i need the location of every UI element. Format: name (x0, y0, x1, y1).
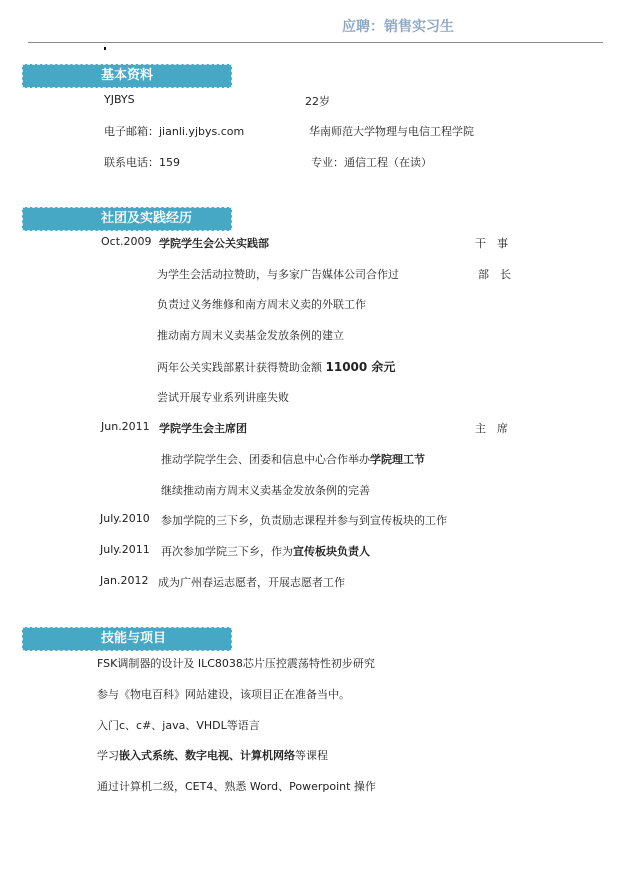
entry-detail: 成为广州春运志愿者，开展志愿者工作 (158, 576, 345, 589)
entry-detail: 继续推动南方周末义卖基金发放条例的完善 (161, 484, 370, 497)
section-clubs-heading: 社团及实践经历 (22, 207, 232, 231)
bullet-mark (104, 47, 106, 50)
resume-title: 应聘：销售实习生 (342, 19, 454, 35)
entry-role: 部 长 (478, 268, 511, 281)
entry-date: Jun.2011 (101, 420, 150, 433)
entry-detail: 负责过义务维修和南方周末义卖的外联工作 (157, 298, 366, 311)
entry-date: July.2011 (100, 543, 150, 556)
email-text: 电子邮箱：jianli.yjbys.com (104, 125, 245, 138)
entry-role: 主 席 (475, 422, 508, 435)
section-basic-heading: 基本资料 (22, 64, 232, 88)
detail-highlight: 宣传板块负责人 (293, 545, 370, 558)
entry-detail (161, 451, 425, 467)
skill-text: 等课程 (295, 749, 328, 762)
detail-text: 两年公关实践部累计获得赞助金额 (157, 361, 326, 374)
skill-text: 学习 (97, 749, 119, 762)
detail-text: 推动学院学生会、团委和信息中心合作举办 (161, 453, 370, 466)
major-text: 专业：通信工程（在读） (311, 156, 432, 169)
entry-date: Oct.2009 (101, 235, 152, 248)
school-text: 华南师范大学物理与电信工程学院 (309, 125, 474, 138)
entry-date: Jan.2012 (100, 574, 149, 587)
header-divider (28, 42, 603, 43)
skill-line: 通过计算机二级，CET4、熟悉 Word、Powerpoint 操作 (97, 780, 376, 793)
entry-detail: 参加学院的三下乡，负责励志课程并参与到宣传板块的工作 (161, 514, 447, 527)
entry-org: 学院学生会主席团 (159, 422, 247, 435)
entry-detail: 为学生会活动拉赞助，与多家广告媒体公司合作过 (157, 268, 399, 281)
skill-line: 入门c、c#、java、VHDL等语言 (97, 719, 260, 732)
name-text: YJBYS (104, 93, 135, 106)
skill-line (97, 747, 328, 763)
detail-highlight: 学院理工节 (370, 453, 425, 466)
detail-text: 再次参加学院三下乡，作为 (161, 545, 293, 558)
age-text: 22岁 (305, 95, 330, 108)
skill-line: FSK调制器的设计及 ILC8038芯片压控震荡特性初步研究 (97, 657, 375, 670)
entry-detail: 推动南方周末义卖基金发放条例的建立 (157, 329, 344, 342)
entry-detail: 尝试开展专业系列讲座失败 (157, 391, 289, 404)
skill-highlight: 嵌入式系统、数字电视、计算机网络 (119, 749, 295, 762)
entry-role: 干 事 (475, 237, 508, 250)
section-skills-heading: 技能与项目 (22, 627, 232, 651)
entry-date: July.2010 (100, 512, 150, 525)
entry-detail (157, 358, 395, 375)
entry-org: 学院学生会公关实践部 (159, 237, 269, 250)
entry-detail (161, 543, 370, 559)
skill-line: 参与《物电百科》网站建设，该项目正在准备当中。 (97, 688, 350, 701)
detail-highlight: 11000 余元 (325, 360, 396, 374)
phone-text: 联系电话：159 (104, 156, 180, 169)
